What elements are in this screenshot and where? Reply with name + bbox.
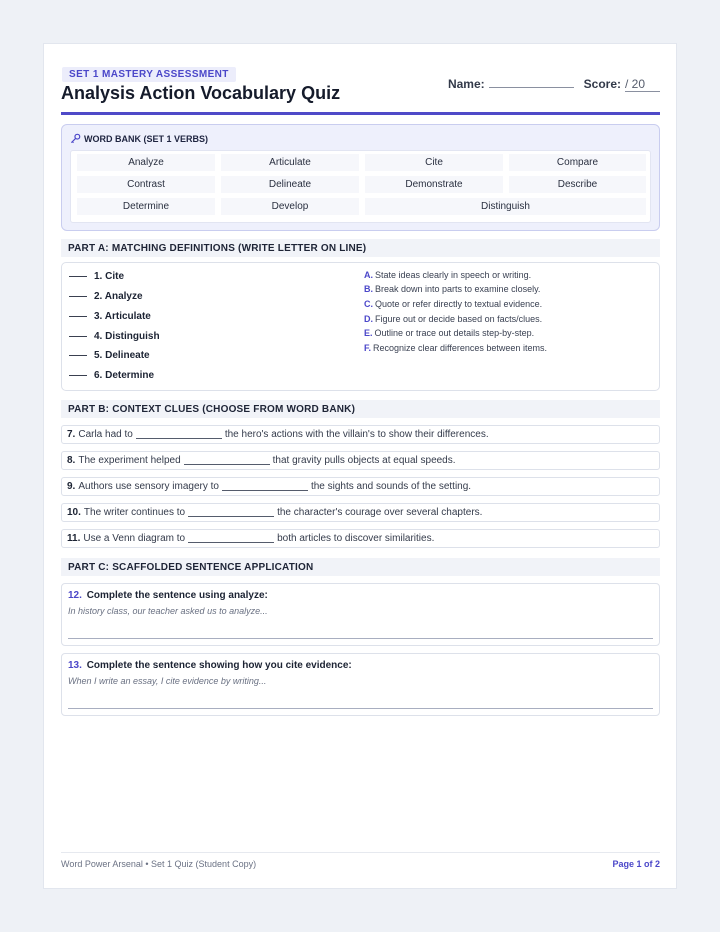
word-bank-item: Delineate: [221, 176, 359, 193]
matching-term: [69, 370, 154, 381]
question-number: 10.: [67, 507, 81, 518]
set-badge: SET 1 MASTERY ASSESSMENT: [62, 67, 236, 82]
answer-line[interactable]: [69, 375, 87, 376]
definition: [364, 328, 534, 338]
question-text-after: both articles to discover similarities.: [277, 533, 435, 544]
matching-term: [69, 271, 124, 282]
name-field[interactable]: [489, 77, 574, 88]
answer-line[interactable]: [69, 296, 87, 297]
application-question: [68, 660, 352, 671]
term-label: 3. Articulate: [94, 311, 151, 322]
part-b-heading: PART B: CONTEXT CLUES (CHOOSE FROM WORD BANK): [61, 400, 660, 418]
word-bank-item: Cite: [365, 154, 503, 171]
word-bank-item: Compare: [509, 154, 646, 171]
question-text: Complete the sentence using analyze:: [86, 590, 268, 601]
definition: [364, 314, 542, 324]
answer-blank[interactable]: [184, 456, 270, 465]
sentence-application-item: [61, 653, 660, 716]
answer-blank[interactable]: [188, 534, 274, 543]
definition-text: Outline or trace out details step-by-step.: [374, 328, 535, 338]
term-label: 6. Determine: [94, 370, 155, 381]
header-divider: [61, 112, 660, 115]
definition-letter: F.: [364, 343, 372, 353]
question-number: 7.: [67, 429, 76, 440]
matching-term: [69, 350, 150, 361]
question-number: 9.: [67, 481, 76, 492]
definition: [364, 270, 531, 280]
page-number: Page 1 of 2: [612, 859, 660, 869]
word-bank-item: Contrast: [77, 176, 215, 193]
word-bank: [61, 124, 660, 231]
sentence-starter: In history class, our teacher asked us to analyze...: [68, 606, 268, 616]
application-question: [68, 590, 268, 601]
word-bank-item: Develop: [221, 198, 359, 215]
page-title: Analysis Action Vocabulary Quiz: [61, 83, 341, 103]
term-label: 5. Delineate: [94, 350, 150, 361]
definition: [364, 299, 542, 309]
footer-divider: [61, 852, 660, 853]
definition-text: Break down into parts to examine closely.: [375, 284, 541, 294]
word-bank-item: Distinguish: [365, 198, 646, 215]
answer-blank[interactable]: [136, 430, 222, 439]
definition-text: State ideas clearly in speech or writing.: [375, 270, 532, 280]
answer-line[interactable]: [68, 708, 653, 709]
key-icon: [70, 133, 81, 144]
question-text-before: The writer continues to: [83, 507, 186, 518]
context-question: [61, 529, 660, 548]
question-text-before: Use a Venn diagram to: [83, 533, 186, 544]
definition-letter: B.: [364, 284, 373, 294]
word-bank-title: [70, 133, 208, 144]
score-total: / 20: [625, 77, 660, 92]
definition: [364, 343, 547, 353]
word-bank-item: Demonstrate: [365, 176, 503, 193]
answer-line[interactable]: [68, 638, 653, 639]
question-text-before: The experiment helped: [78, 455, 181, 466]
question-number: 11.: [67, 533, 81, 544]
sentence-application-item: [61, 583, 660, 646]
worksheet-page: [43, 43, 677, 889]
question-text-after: the character's courage over several chapters.: [277, 507, 483, 518]
definition-text: Quote or refer directly to textual evidence.: [375, 299, 543, 309]
definition-letter: A.: [364, 270, 373, 280]
question-text-before: Carla had to: [78, 429, 133, 440]
definition: [364, 284, 540, 294]
question-text-after: the sights and sounds of the setting.: [310, 481, 472, 492]
definition-letter: C.: [364, 299, 373, 309]
context-question: [61, 503, 660, 522]
matching-box: [61, 262, 660, 391]
term-label: 1. Cite: [94, 271, 125, 282]
context-question: [61, 425, 660, 444]
definition-letter: D.: [364, 314, 373, 324]
term-label: 4. Distinguish: [94, 331, 160, 342]
question-number: 8.: [67, 455, 76, 466]
word-bank-item: Describe: [509, 176, 646, 193]
question-text: Complete the sentence showing how you cite evidence:: [86, 660, 352, 671]
definition-letter: E.: [364, 328, 373, 338]
matching-term: [69, 311, 151, 322]
matching-term: [69, 291, 143, 302]
definition-text: Figure out or decide based on facts/clues.: [375, 314, 543, 324]
word-bank-title-text: WORD BANK (SET 1 VERBS): [84, 133, 209, 144]
word-bank-item: Determine: [77, 198, 215, 215]
answer-line[interactable]: [69, 316, 87, 317]
score-label: Score:: [583, 77, 621, 91]
context-question: [61, 451, 660, 470]
word-bank-item: Analyze: [77, 154, 215, 171]
question-text-after: that gravity pulls objects at equal speeds.: [272, 455, 456, 466]
definition-text: Recognize clear differences between items.: [373, 343, 547, 353]
question-text-before: Authors use sensory imagery to: [78, 481, 219, 492]
matching-term: [69, 331, 160, 342]
answer-blank[interactable]: [188, 508, 274, 517]
question-number: 12.: [68, 590, 82, 601]
question-text-after: the hero's actions with the villain's to show their differences.: [224, 429, 489, 440]
sentence-starter: When I write an essay, I cite evidence by writing...: [68, 676, 267, 686]
question-number: 13.: [68, 660, 82, 671]
answer-line[interactable]: [69, 276, 87, 277]
term-label: 2. Analyze: [94, 291, 143, 302]
footer-text: Word Power Arsenal • Set 1 Quiz (Student Copy): [61, 859, 257, 869]
context-question: [61, 477, 660, 496]
name-score-area: [448, 77, 660, 92]
answer-line[interactable]: [69, 336, 87, 337]
word-bank-item: Articulate: [221, 154, 359, 171]
answer-line[interactable]: [69, 355, 87, 356]
part-c-heading: PART C: SCAFFOLDED SENTENCE APPLICATION: [61, 558, 660, 576]
part-a-heading: PART A: MATCHING DEFINITIONS (WRITE LETTER ON LINE): [61, 239, 660, 257]
name-label: Name:: [447, 77, 485, 91]
answer-blank[interactable]: [222, 482, 308, 491]
word-bank-grid: [70, 150, 651, 223]
